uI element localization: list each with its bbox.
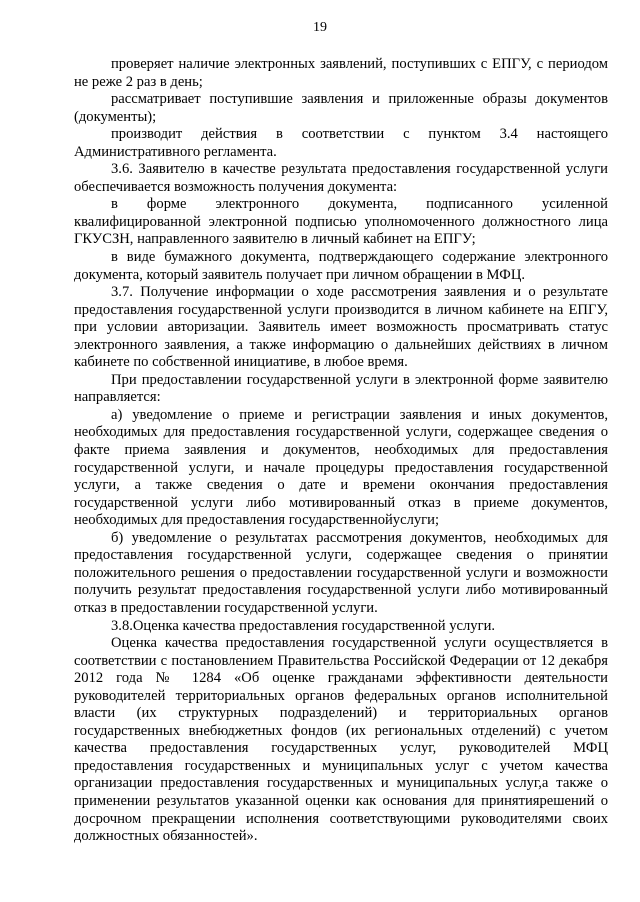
document-body	[74, 56, 608, 846]
paragraph-3-7: 3.7. Получение информации о ходе рассмотрения заявления и о результате предоставления государственной услуги производится в личном кабинете на ЕПГУ, при условии авторизации. Заявитель имеет возможность просматривать статус электронного заявления, а также информацию о дальнейших действиях в личном кабинете по собственной инициативе, в любое время.	[74, 284, 608, 371]
paragraph-quality-assessment: Оценка качества предоставления государственной услуги осуществляется в соответствии с постановлением Правительства Российской Федерации от 12 декабря 2012 года № 1284 «Об оценке гражданами эффективности деятельности руководителей территориальных органов федеральных органов исполнительной власти (их структурных подразделений) и территориальных органов государственных внебюджетных фондов (их региональных отделений) с учетом качества предоставления государственных услуг, руководителей МФЦ предоставления государственных и муниципальных услуг с учетом качества организации предоставления государственных и муниципальных услуг,а также о применении результатов указанной оценки как основания для принятиярешений о досрочном прекращении исполнения соответствующими руководителями своих должностных обязанностей».	[74, 635, 608, 845]
page-number: 19	[313, 20, 327, 35]
paragraph-item-a: а) уведомление о приеме и регистрации заявления и иных документов, необходимых для предоставления государственной услуги, содержащее сведения о факте приема заявления и документов, необходимых для предоставления государственной услуги, и начале процедуры предоставления государственной услуги, а также сведения о дате и времени окончания предоставления государственной услуги либо мотивированный отказ в приеме документов, необходимых для предоставления государственнойуслуги;	[74, 406, 608, 529]
paragraph-check-applications: проверяет наличие электронных заявлений, поступивших с ЕПГУ, с периодом не реже 2 раз в день;	[74, 56, 608, 90]
paragraph-item-b: б) уведомление о результатах рассмотрения документов, необходимых для предоставления государственной услуги, содержащее сведения о принятии положительного решения о предоставлении государственной услуги и возможности получить результат предоставления государственной услуги либо мотивированный отказ в предоставлении государственной услуги.	[74, 529, 608, 616]
paragraph-3-8: 3.8.Оценка качества предоставления государственной услуги.	[111, 617, 496, 634]
paragraph-electronic-document: в форме электронного документа, подписанного усиленной квалифицированной электронной подписью уполномоченного должностного лица ГКУСЗН, направленного заявителю в личный кабинет на ЕПГУ;	[74, 196, 608, 248]
paragraph-perform-actions: производит действия в соответствии с пунктом 3.4 настоящего Административного регламента.	[74, 126, 608, 160]
paragraph-review-applications: рассматривает поступившие заявления и приложенные образы документов (документы);	[74, 91, 608, 125]
paragraph-3-6: 3.6. Заявителю в качестве результата предоставления государственной услуги обеспечивается возможность получения документа:	[74, 161, 608, 195]
paragraph-electronic-form-intro: При предоставлении государственной услуги в электронной форме заявителю направляется:	[74, 371, 608, 406]
paragraph-paper-document: в виде бумажного документа, подтверждающего содержание электронного документа, который заявитель получает при личном обращении в МФЦ.	[74, 249, 608, 283]
